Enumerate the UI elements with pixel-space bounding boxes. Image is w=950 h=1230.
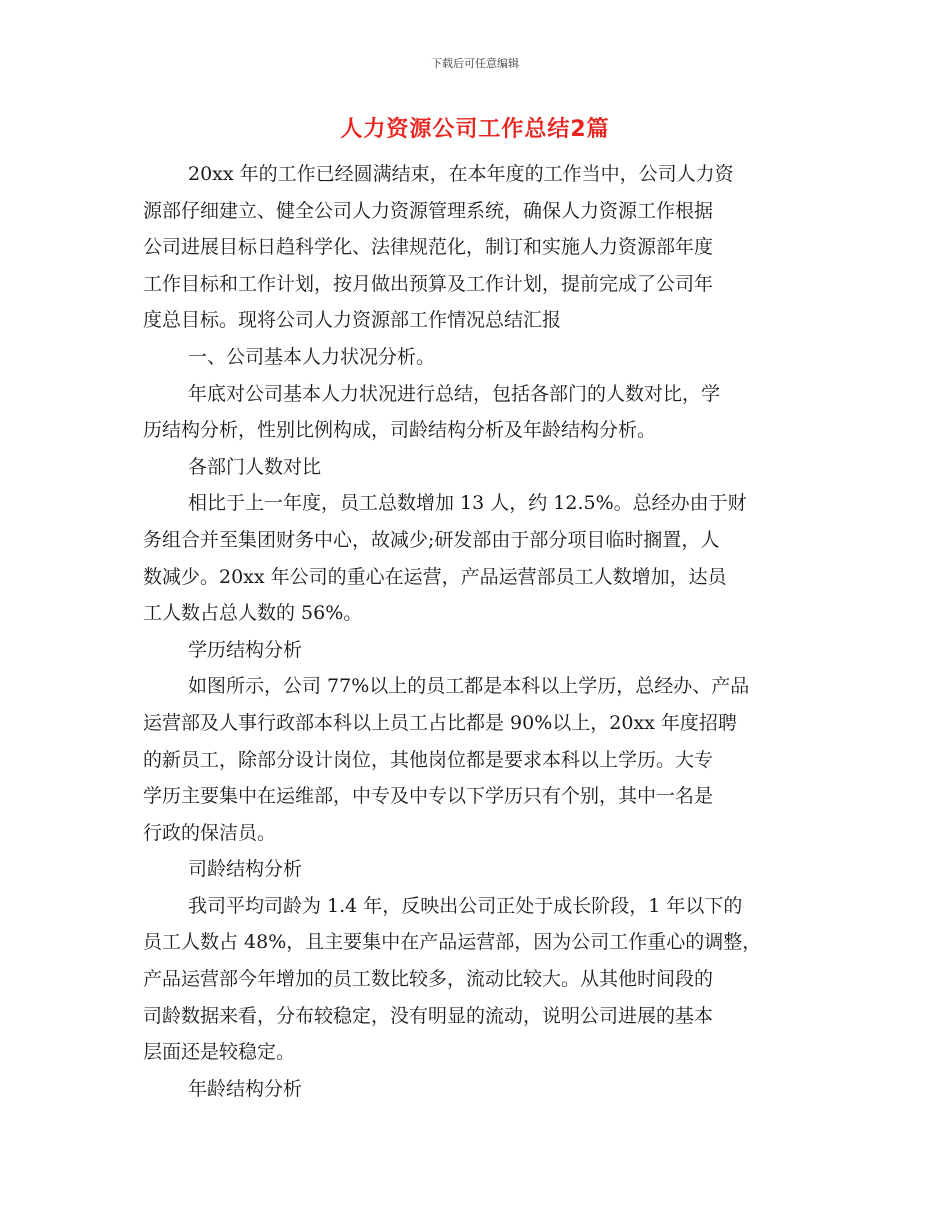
subsection-heading: 各部门人数对比 bbox=[188, 455, 322, 478]
section-heading: 一、公司基本人力状况分析。 bbox=[188, 345, 436, 368]
paragraph-line: 数减少。20xx 年公司的重心在运营，产品运营部员工人数增加，达员 bbox=[143, 565, 727, 588]
paragraph-line: 层面还是较稳定。 bbox=[143, 1041, 296, 1064]
subsection-heading: 学历结构分析 bbox=[188, 638, 303, 661]
paragraph-line: 的新员工，除部分设计岗位，其他岗位都是要求本科以上学历。大专 bbox=[143, 748, 714, 771]
subsection-heading: 司龄结构分析 bbox=[188, 858, 303, 881]
paragraph-line: 司龄数据来看，分布较稳定，没有明显的流动，说明公司进展的基本 bbox=[143, 1004, 714, 1027]
paragraph-line: 源部仔细建立、健全公司人力资源管理系统，确保人力资源工作根据 bbox=[143, 199, 714, 222]
paragraph-line: 工作目标和工作计划，按月做出预算及工作计划，提前完成了公司年 bbox=[143, 272, 714, 295]
paragraph-line: 产品运营部今年增加的员工数比较多，流动比较大。从其他时间段的 bbox=[143, 968, 714, 991]
document-body bbox=[143, 156, 823, 1107]
paragraph-line: 20xx 年的工作已经圆满结束，在本年度的工作当中，公司人力资 bbox=[188, 163, 734, 185]
paragraph-line: 相比于上一年度，员工总数增加 13 人，约 12.5%。总经办由于财 bbox=[188, 492, 747, 515]
paragraph-line: 运营部及人事行政部本科以上员工占比都是 90%以上，20xx 年度招聘 bbox=[143, 711, 737, 734]
paragraph-line: 工人数占总人数的 56%。 bbox=[143, 602, 363, 625]
paragraph-line: 如图所示，公司 77%以上的员工都是本科以上学历，总经办、产品 bbox=[188, 675, 750, 698]
paragraph-line: 年底对公司基本人力状况进行总结，包括各部门的人数对比，学 bbox=[188, 382, 721, 405]
paragraph-line: 学历主要集中在运维部，中专及中专以下学历只有个别，其中一名是 bbox=[143, 785, 714, 808]
paragraph-line: 历结构分析，性别比例构成，司龄结构分析及年龄结构分析。 bbox=[143, 419, 657, 442]
paragraph-line: 度总目标。现将公司人力资源部工作情况总结汇报 bbox=[143, 309, 562, 332]
paragraph-line: 公司进展目标日趋科学化、法律规范化，制订和实施人力资源部年度 bbox=[143, 236, 714, 259]
header-note: 下载后可任意编辑 bbox=[431, 57, 519, 70]
subsection-heading: 年龄结构分析 bbox=[188, 1077, 303, 1100]
paragraph-line: 员工人数占 48%，且主要集中在产品运营部，因为公司工作重心的调整， bbox=[143, 931, 762, 954]
paragraph-line: 务组合并至集团财务中心，故减少;研发部由于部分项目临时搁置，人 bbox=[143, 528, 720, 551]
paragraph-line: 我司平均司龄为 1.4 年，反映出公司正处于成长阶段，1 年以下的 bbox=[188, 894, 743, 917]
paragraph-line: 行政的保洁员。 bbox=[143, 821, 277, 844]
document-title: 人力资源公司工作总结2篇 bbox=[340, 117, 610, 142]
